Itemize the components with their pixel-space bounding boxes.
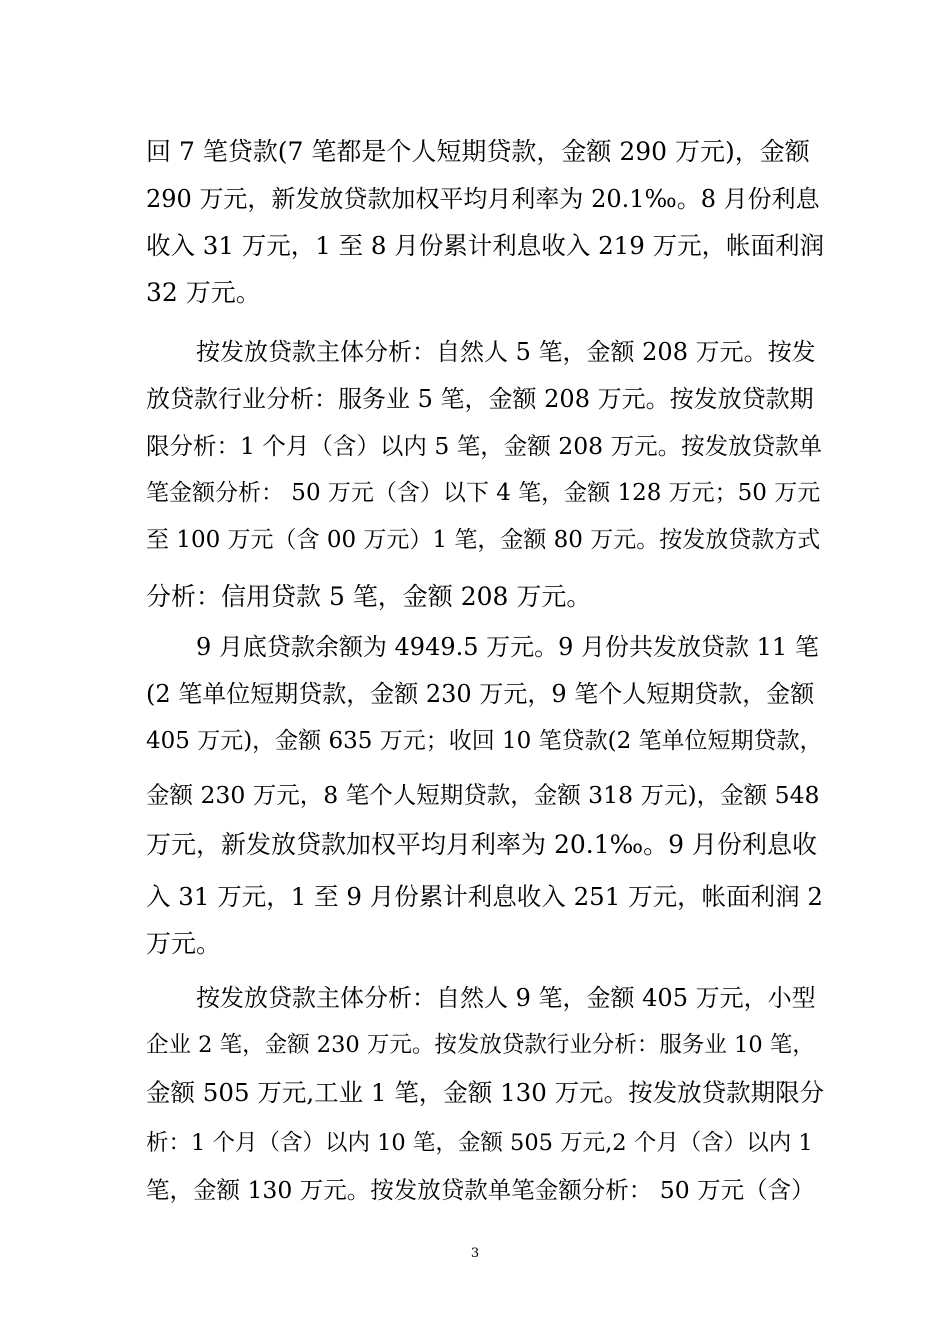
text-line: 至 100 万元（含 00 万元）1 笔，金额 80 万元。按发放贷款方式 — [146, 527, 821, 553]
text-line: 收入 31 万元，1 至 8 月份累计利息收入 219 万元，帐面利润 — [146, 231, 825, 260]
text-line: 析：1 个月（含）以内 10 笔，金额 505 万元,2 个月（含）以内 1 — [146, 1130, 813, 1156]
paragraph-first-line: 按发放贷款主体分析：自然人 5 笔，金额 208 万元。按发 — [196, 338, 816, 366]
paragraph-first-line: 9 月底贷款余额为 4949.5 万元。9 月份共发放贷款 11 笔 — [196, 633, 819, 661]
text-line: 笔金额分析： 50 万元（含）以下 4 笔，金额 128 万元；50 万元 — [146, 480, 821, 506]
text-line: 32 万元。 — [146, 278, 261, 307]
text-line: 290 万元，新发放贷款加权平均月利率为 20.1‰。8 月份利息 — [146, 185, 820, 213]
text-line: 笔，金额 130 万元。按发放贷款单笔金额分析： 50 万元（含） — [146, 1176, 815, 1204]
text-line: 金额 505 万元,工业 1 笔，金额 130 万元。按发放贷款期限分 — [146, 1078, 825, 1107]
text-line: 回 7 笔贷款(7 笔都是个人短期贷款，金额 290 万元)，金额 — [146, 137, 810, 166]
text-line: 405 万元)，金额 635 万元；收回 10 笔贷款(2 笔单位短期贷款， — [146, 728, 823, 754]
page-number: 3 — [470, 1246, 480, 1261]
paragraph-first-line: 按发放贷款主体分析：自然人 9 笔，金额 405 万元，小型 — [196, 984, 816, 1012]
text-line: (2 笔单位短期贷款，金额 230 万元，9 笔个人短期贷款，金额 — [146, 680, 815, 708]
text-line: 限分析：1 个月（含）以内 5 笔，金额 208 万元。按发放贷款单 — [146, 432, 823, 460]
text-line: 企业 2 笔，金额 230 万元。按发放贷款行业分析：服务业 10 笔， — [146, 1032, 815, 1058]
text-line: 入 31 万元，1 至 9 月份累计利息收入 251 万元，帐面利润 2 — [146, 882, 824, 911]
text-line: 金额 230 万元，8 笔个人短期贷款，金额 318 万元)，金额 548 — [146, 781, 820, 809]
text-line: 分析：信用贷款 5 笔，金额 208 万元。 — [146, 582, 592, 611]
text-line: 万元，新发放贷款加权平均月利率为 20.1‰。9 月份利息收 — [146, 830, 818, 859]
text-line: 放贷款行业分析：服务业 5 笔，金额 208 万元。按发放贷款期 — [146, 385, 814, 413]
text-line: 万元。 — [146, 929, 222, 958]
